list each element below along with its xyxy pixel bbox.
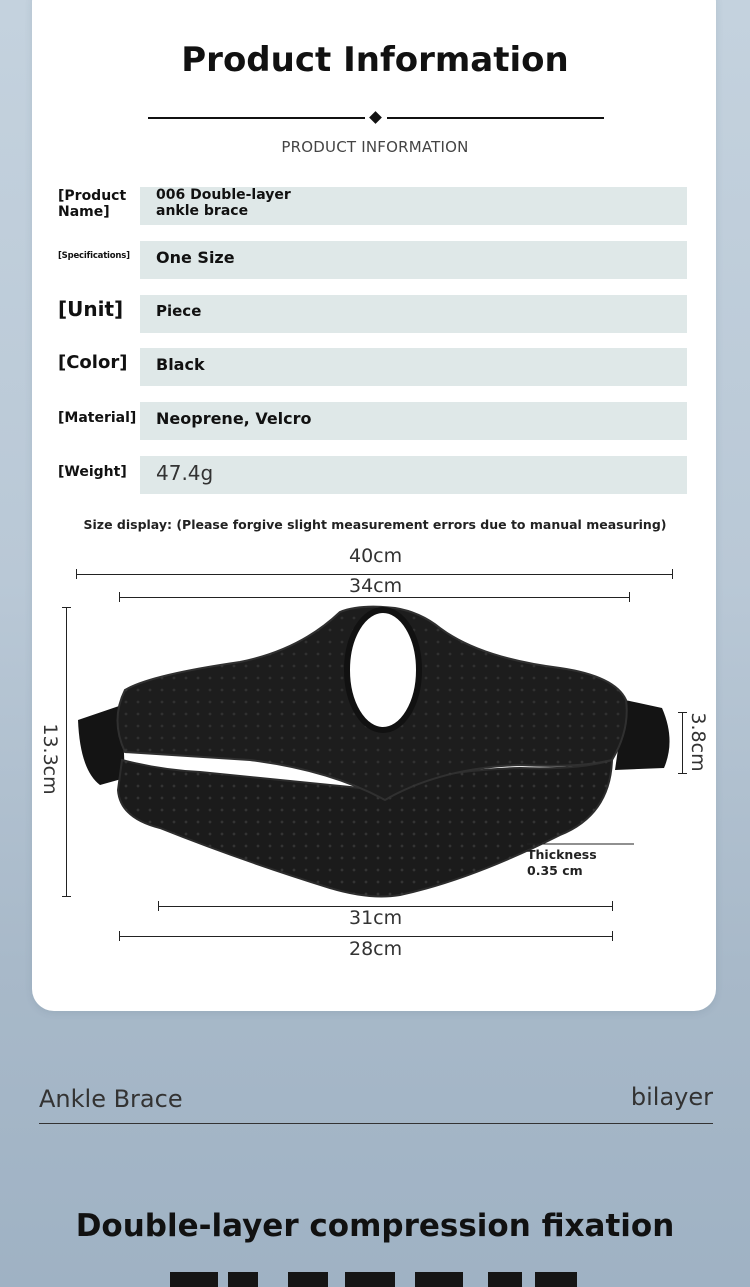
feature-headline: Double-layer compression fixation: [75, 1208, 675, 1244]
dim-tick: [612, 901, 613, 911]
dim-height-label: 13.3cm: [39, 723, 61, 795]
dim-tick: [119, 931, 120, 941]
dim-bottom-lower-label: 28cm: [349, 938, 403, 960]
dim-top-inner-label: 34cm: [349, 575, 403, 597]
value-weight: 47.4g: [156, 461, 214, 485]
dim-top-outer-label: 40cm: [349, 545, 403, 567]
value-specifications: One Size: [156, 248, 235, 267]
section-title: Ankle Brace: [39, 1085, 183, 1113]
section-tag: bilayer: [630, 1083, 713, 1111]
page-subtitle: PRODUCT INFORMATION: [281, 138, 469, 156]
dim-tick: [158, 901, 159, 911]
section-heading-row: [39, 1085, 713, 1124]
label-product-name: [Product Name]: [58, 188, 127, 221]
value-color: Black: [156, 355, 205, 374]
page-title: Product Information: [181, 40, 569, 80]
value-material: Neoprene, Velcro: [156, 409, 312, 428]
dim-bottom-upper-label: 31cm: [349, 907, 403, 929]
size-note: Size display: (Please forgive slight measurement errors due to manual measuring): [83, 517, 667, 532]
dim-tick: [612, 931, 613, 941]
value-product-name: 006 Double-layer ankle brace: [156, 187, 291, 220]
label-weight: [Weight]: [58, 464, 127, 480]
dim-strap-label: 3.8cm: [687, 712, 709, 772]
label-color: [Color]: [58, 352, 128, 373]
label-specifications: [Specifications]: [58, 251, 130, 261]
label-material: [Material]: [58, 410, 137, 426]
dim-thickness-label: Thickness 0.35 cm: [527, 847, 597, 878]
cut-off-heading-glyphs: [170, 1272, 580, 1287]
dim-bottom-lower-line: [119, 936, 613, 937]
value-unit: Piece: [156, 302, 202, 320]
label-unit: [Unit]: [58, 297, 124, 321]
